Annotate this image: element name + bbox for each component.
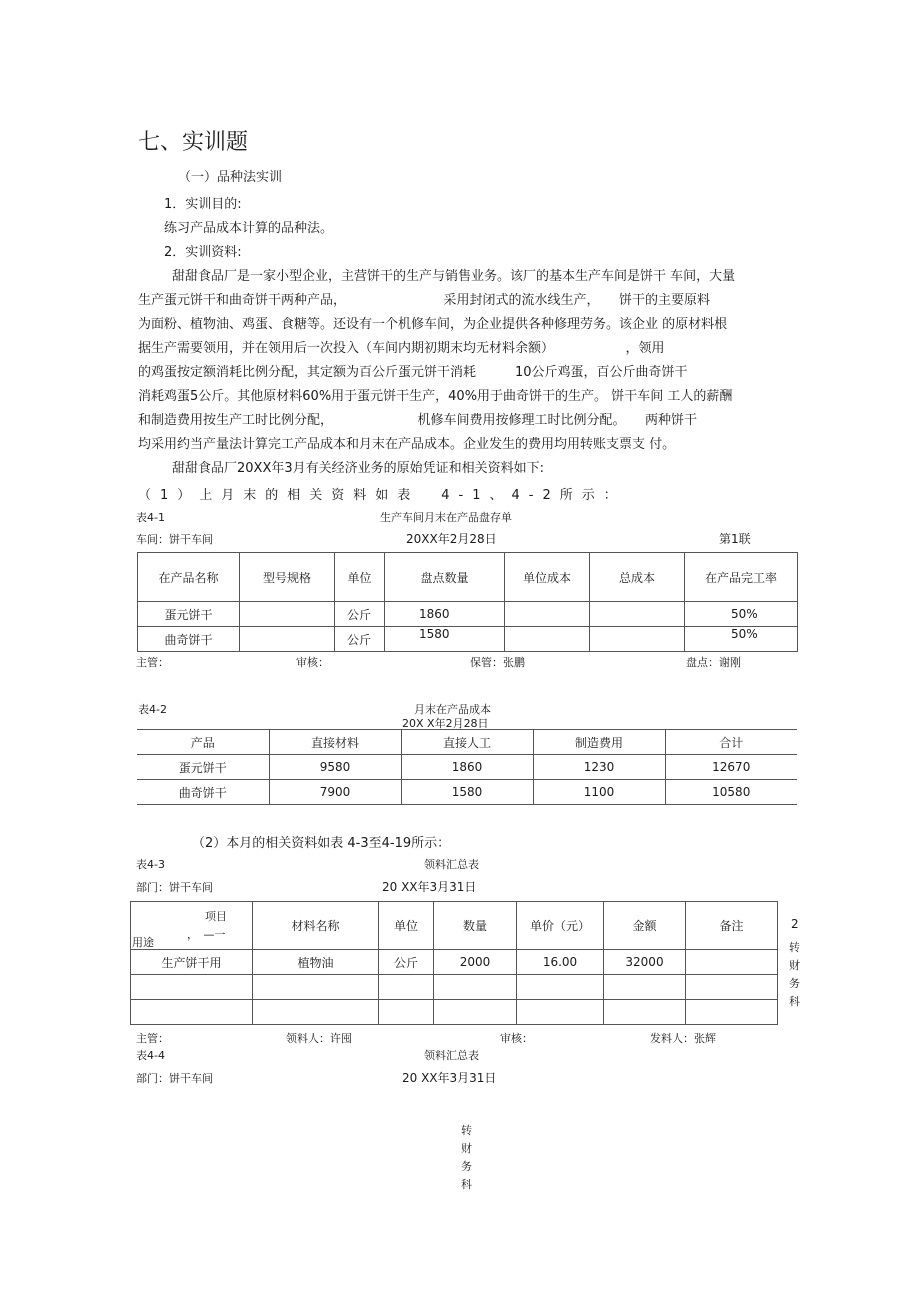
side-note-char: 转 bbox=[789, 941, 800, 954]
table-cell bbox=[131, 975, 253, 1000]
table-4-1 bbox=[137, 552, 798, 652]
column-header: 型号规格 bbox=[240, 553, 335, 602]
table-cell: 9580 bbox=[269, 755, 401, 780]
side-note-char: 2 bbox=[791, 917, 799, 931]
table-4-3-title: 领料汇总表 bbox=[424, 858, 479, 871]
table-row bbox=[137, 755, 797, 780]
corner-label-mark: ， —一 bbox=[187, 928, 226, 941]
column-header: 在产品完工率 bbox=[685, 553, 798, 602]
item-2-title: 2．实训资料: bbox=[164, 245, 242, 260]
table-row bbox=[131, 1000, 778, 1025]
table-cell: 50% bbox=[685, 602, 798, 627]
table-cell bbox=[517, 1000, 604, 1025]
signature-label: 审核： bbox=[500, 1032, 533, 1045]
table-row bbox=[138, 602, 798, 627]
table-cell: 公斤 bbox=[335, 627, 385, 652]
table-4-4-label: 表4-4 bbox=[136, 1049, 165, 1062]
table-cell bbox=[434, 975, 517, 1000]
table-cell bbox=[686, 1000, 778, 1025]
side-note-char: 转 bbox=[461, 1124, 472, 1137]
table-cell bbox=[379, 975, 434, 1000]
column-header: 总成本 bbox=[590, 553, 685, 602]
table-cell: 12670 bbox=[665, 755, 797, 780]
section-title: （一）品种法实训 bbox=[178, 170, 283, 185]
side-note-char: 务 bbox=[789, 977, 800, 990]
table-row bbox=[137, 780, 797, 805]
column-header: 在产品名称 bbox=[138, 553, 240, 602]
table-cell: 生产饼干用 bbox=[131, 950, 253, 975]
side-note-char: 科 bbox=[461, 1178, 472, 1191]
column-header: 直接材料 bbox=[269, 730, 401, 755]
signature-label: 领料人：许囤 bbox=[286, 1032, 352, 1045]
table-cell: 蛋元饼干 bbox=[137, 755, 269, 780]
table-cell: 蛋元饼干 bbox=[138, 602, 240, 627]
table-4-3-label: 表4-3 bbox=[136, 858, 165, 871]
column-header: 材料名称 bbox=[253, 902, 379, 950]
intro-line: 的鸡蛋按定额消耗比例分配，其定额为百公斤蛋元饼干消耗 10公斤鸡蛋，百公斤曲奇饼干 bbox=[138, 365, 688, 380]
table-cell bbox=[253, 975, 379, 1000]
table-cell: 16.00 bbox=[517, 950, 604, 975]
column-header: 单价（元） bbox=[517, 902, 604, 950]
signature-label: 盘点：谢刚 bbox=[686, 656, 741, 669]
side-note-char: 财 bbox=[461, 1142, 472, 1155]
table-cell bbox=[604, 975, 686, 1000]
table-4-3 bbox=[130, 901, 778, 1025]
table-cell: 曲奇饼干 bbox=[137, 780, 269, 805]
table-cell: 植物油 bbox=[253, 950, 379, 975]
table-cell bbox=[434, 1000, 517, 1025]
signature-label: 主管： bbox=[136, 656, 169, 669]
intro-line: 和制造费用按生产工时比例分配， 机修车间费用按修理工时比例分配。 两种饼干 bbox=[138, 413, 698, 428]
sub-heading-2: （2）本月的相关资料如表 4-3至4-19所示： bbox=[192, 836, 451, 851]
table-cell: 曲奇饼干 bbox=[138, 627, 240, 652]
table-header-row bbox=[131, 902, 778, 950]
table-4-1-date: 20XX年2月28日 bbox=[406, 532, 497, 546]
table-4-1-label: 表4-1 bbox=[136, 511, 165, 524]
table-4-1-copy: 第1联 bbox=[719, 532, 751, 546]
column-header: 合计 bbox=[665, 730, 797, 755]
signature-label: 发料人：张辉 bbox=[650, 1032, 716, 1045]
table-4-4-date: 20 XX年3月31日 bbox=[402, 1071, 497, 1085]
table-cell: 公斤 bbox=[379, 950, 434, 975]
signature-label: 保管：张鹏 bbox=[470, 656, 525, 669]
table-4-1-title: 生产车间月末在产品盘存单 bbox=[380, 511, 512, 524]
table-cell bbox=[379, 1000, 434, 1025]
table-cell bbox=[686, 975, 778, 1000]
table-cell bbox=[590, 627, 685, 652]
table-4-1-dept: 车间：饼干车间 bbox=[136, 533, 213, 546]
table-4-4-title: 领料汇总表 bbox=[424, 1049, 479, 1062]
item-1-title: 1．实训目的: bbox=[164, 197, 242, 212]
table-cell bbox=[686, 950, 778, 975]
table-4-3-date: 20 XX年3月31日 bbox=[382, 880, 477, 894]
table-cell bbox=[604, 1000, 686, 1025]
intro-line: 均采用约当产量法计算完工产品成本和月末在产品成本。企业发生的费用均用转账支票支 付。 bbox=[138, 437, 676, 452]
table-cell: 10580 bbox=[665, 780, 797, 805]
table-cell: 32000 bbox=[604, 950, 686, 975]
table-row bbox=[131, 950, 778, 975]
column-header: 单位成本 bbox=[505, 553, 590, 602]
intro-line: 据生产需要领用，并在领用后一次投入（车间内期初期末均无材料余额） ，领用 bbox=[138, 341, 665, 356]
column-header: 产品 bbox=[137, 730, 269, 755]
side-note-char: 务 bbox=[461, 1160, 472, 1173]
table-header-row bbox=[138, 553, 798, 602]
table-cell: 50% bbox=[685, 627, 798, 652]
column-header: 数量 bbox=[434, 902, 517, 950]
table-cell bbox=[240, 602, 335, 627]
page-heading: 七、实训题 bbox=[138, 130, 249, 155]
corner-label-usage: 用途 bbox=[132, 936, 154, 949]
table-cell: 1580 bbox=[385, 627, 505, 652]
column-header: 备注 bbox=[686, 902, 778, 950]
column-header: 盘点数量 bbox=[385, 553, 505, 602]
table-cell: 公斤 bbox=[335, 602, 385, 627]
table-cell: 1230 bbox=[533, 755, 665, 780]
sub-heading-1: （1）上月末的相关资料如表 4-1、4-2所示： bbox=[138, 488, 626, 503]
table-cell bbox=[505, 627, 590, 652]
table-4-2-title: 月末在产品成本 bbox=[414, 703, 491, 716]
table-cell bbox=[590, 602, 685, 627]
table-cell bbox=[517, 975, 604, 1000]
signature-label: 审核： bbox=[296, 656, 329, 669]
table-cell: 1100 bbox=[533, 780, 665, 805]
column-header: 单位 bbox=[335, 553, 385, 602]
intro-line: 为面粉、植物油、鸡蛋、食糖等。还设有一个机修车间，为企业提供各种修理劳务。该企业 的原材料根 bbox=[138, 317, 728, 332]
table-row bbox=[138, 627, 798, 652]
table-cell bbox=[253, 1000, 379, 1025]
table-4-4-dept: 部门：饼干车间 bbox=[136, 1072, 213, 1085]
diagonal-header-cell bbox=[131, 902, 253, 950]
column-header: 制造费用 bbox=[533, 730, 665, 755]
item-1-text: 练习产品成本计算的品种法。 bbox=[164, 221, 334, 236]
table-cell: 7900 bbox=[269, 780, 401, 805]
table-4-3-dept: 部门：饼干车间 bbox=[136, 881, 213, 894]
table-header-row bbox=[137, 730, 797, 755]
table-cell bbox=[505, 602, 590, 627]
intro-line: 甜甜食品厂是一家小型企业，主营饼干的生产与销售业务。该厂的基本生产车间是饼干 车间，大量 bbox=[172, 269, 736, 284]
table-cell: 1580 bbox=[401, 780, 533, 805]
side-note-char: 科 bbox=[789, 995, 800, 1008]
table-row bbox=[131, 975, 778, 1000]
table-4-2-date: 20X X年2月28日 bbox=[402, 717, 489, 730]
table-cell: 2000 bbox=[434, 950, 517, 975]
table-cell: 1860 bbox=[401, 755, 533, 780]
intro-line: 生产蛋元饼干和曲奇饼干两种产品， 采用封闭式的流水线生产， 饼干的主要原料 bbox=[138, 293, 711, 308]
column-header: 直接人工 bbox=[401, 730, 533, 755]
corner-label-item: 项目 bbox=[205, 910, 227, 923]
signature-label: 主管： bbox=[136, 1032, 169, 1045]
table-cell: 1860 bbox=[385, 602, 505, 627]
side-note-char: 财 bbox=[789, 959, 800, 972]
table-4-2-label: 表4-2 bbox=[138, 703, 167, 716]
intro-line: 甜甜食品厂20XX年3月有关经济业务的原始凭证和相关资料如下: bbox=[172, 461, 545, 476]
table-cell bbox=[240, 627, 335, 652]
table-cell bbox=[131, 1000, 253, 1025]
intro-line: 消耗鸡蛋5公斤。其他原材料60%用于蛋元饼干生产，40%用于曲奇饼干的生产。 饼干车间 工人的薪酬 bbox=[138, 389, 733, 404]
column-header: 金额 bbox=[604, 902, 686, 950]
table-4-2 bbox=[137, 729, 797, 805]
column-header: 单位 bbox=[379, 902, 434, 950]
